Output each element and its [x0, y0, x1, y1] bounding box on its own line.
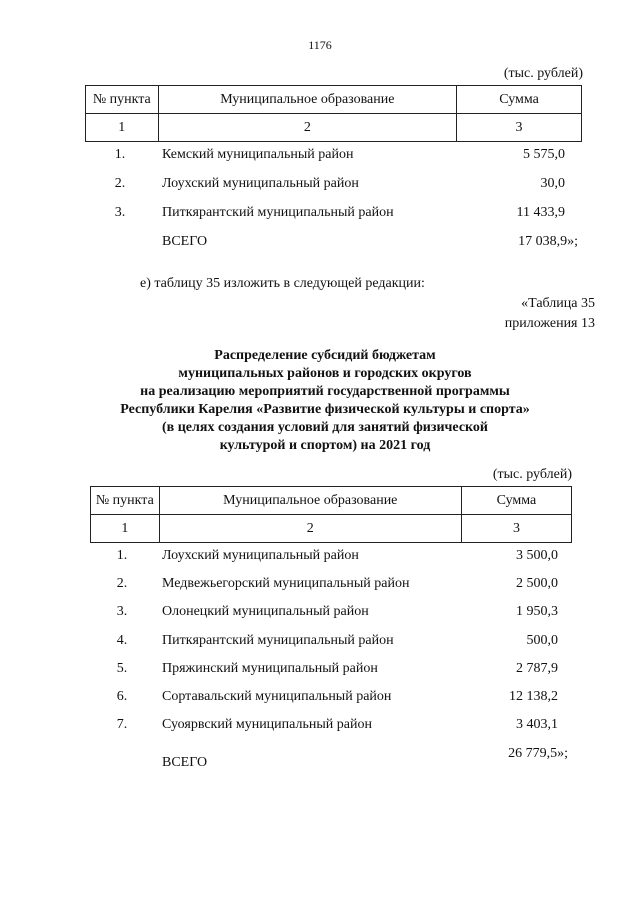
title-line: культурой и спортом) на 2021 год	[219, 438, 431, 453]
table1-row-amount: 5 575,0	[523, 147, 565, 162]
title-line: на реализацию мероприятий государственной программы	[140, 384, 510, 399]
table2-header-name: Муниципальное образование	[159, 487, 461, 515]
table2-row-name: Питкярантский муниципальный район	[162, 633, 394, 648]
table2-row-name: Пряжинский муниципальный район	[162, 661, 378, 676]
table2-title	[60, 347, 590, 455]
table1-colnum-1: 1	[86, 114, 159, 142]
instruction-paragraph: е) таблицу 35 изложить в следующей редакции:	[140, 276, 425, 291]
title-line: Республики Карелия «Развитие физической культуры и спорта»	[120, 402, 530, 417]
table2-colnum-1: 1	[91, 515, 160, 543]
title-line: Распределение субсидий бюджетам	[214, 348, 436, 363]
table1-colnum-2: 2	[158, 114, 456, 142]
table2-row-name: Суоярвский муниципальный район	[162, 717, 372, 732]
table1-total-amount: 17 038,9»;	[518, 234, 578, 249]
table-reference-line1: «Таблица 35	[521, 296, 595, 311]
table2-row-amount: 3 500,0	[516, 548, 558, 563]
table-reference	[505, 294, 595, 334]
table1-units: (тыс. рублей)	[503, 66, 583, 81]
table1-row-amount: 11 433,9	[516, 205, 565, 220]
table2-row-amount: 500,0	[526, 633, 558, 648]
table1-total-label: ВСЕГО	[162, 234, 208, 249]
table1-header-name: Муниципальное образование	[158, 86, 456, 114]
table2-row-amount: 2 500,0	[516, 576, 558, 591]
table2-row-name: Медвежьегорский муниципальный район	[162, 576, 410, 591]
table1-row-name: Лоухский муниципальный район	[162, 176, 359, 191]
table1-row-num: 3.	[114, 205, 126, 220]
table2-row-num: 5.	[116, 661, 128, 676]
table1-row-amount: 30,0	[540, 176, 565, 191]
page-number: 1176	[308, 38, 332, 52]
table2-header	[90, 486, 572, 543]
table1-row-num: 1.	[114, 147, 126, 162]
table2-row-amount: 1 950,3	[516, 604, 558, 619]
table2-total-label: ВСЕГО	[162, 755, 208, 770]
table1-header	[85, 85, 582, 142]
table2-row-amount: 12 138,2	[509, 689, 558, 704]
table2-colnum-3: 3	[461, 515, 571, 543]
title-line: муниципальных районов и городских округов	[178, 366, 472, 381]
table2-row-num: 1.	[116, 548, 128, 563]
table-reference-line2: приложения 13	[504, 316, 595, 331]
table1-row-name: Питкярантский муниципальный район	[162, 205, 394, 220]
table2-total-amount: 26 779,5»;	[508, 746, 568, 761]
title-line: (в целях создания условий для занятий физической	[162, 420, 488, 435]
table2-row-num: 2.	[116, 576, 128, 591]
table2-row-num: 7.	[116, 717, 128, 732]
table2-row-name: Лоухский муниципальный район	[162, 548, 359, 563]
table2-row-amount: 2 787,9	[516, 661, 558, 676]
table2-row-num: 3.	[116, 604, 128, 619]
table1-row-name: Кемский муниципальный район	[162, 147, 354, 162]
table2-row-name: Сортавальский муниципальный район	[162, 689, 392, 704]
table2-header-amount: Сумма	[461, 487, 571, 515]
table1-header-amount: Сумма	[457, 86, 582, 114]
table2-row-num: 4.	[116, 633, 128, 648]
table2-header-num: № пункта	[91, 487, 160, 515]
table2-row-amount: 3 403,1	[516, 717, 558, 732]
table1-header-num: № пункта	[86, 86, 159, 114]
table2-row-num: 6.	[116, 689, 128, 704]
table1-colnum-3: 3	[457, 114, 582, 142]
table1-row-num: 2.	[114, 176, 126, 191]
table2-row-name: Олонецкий муниципальный район	[162, 604, 369, 619]
table2-colnum-2: 2	[159, 515, 461, 543]
table2-units: (тыс. рублей)	[492, 467, 572, 482]
